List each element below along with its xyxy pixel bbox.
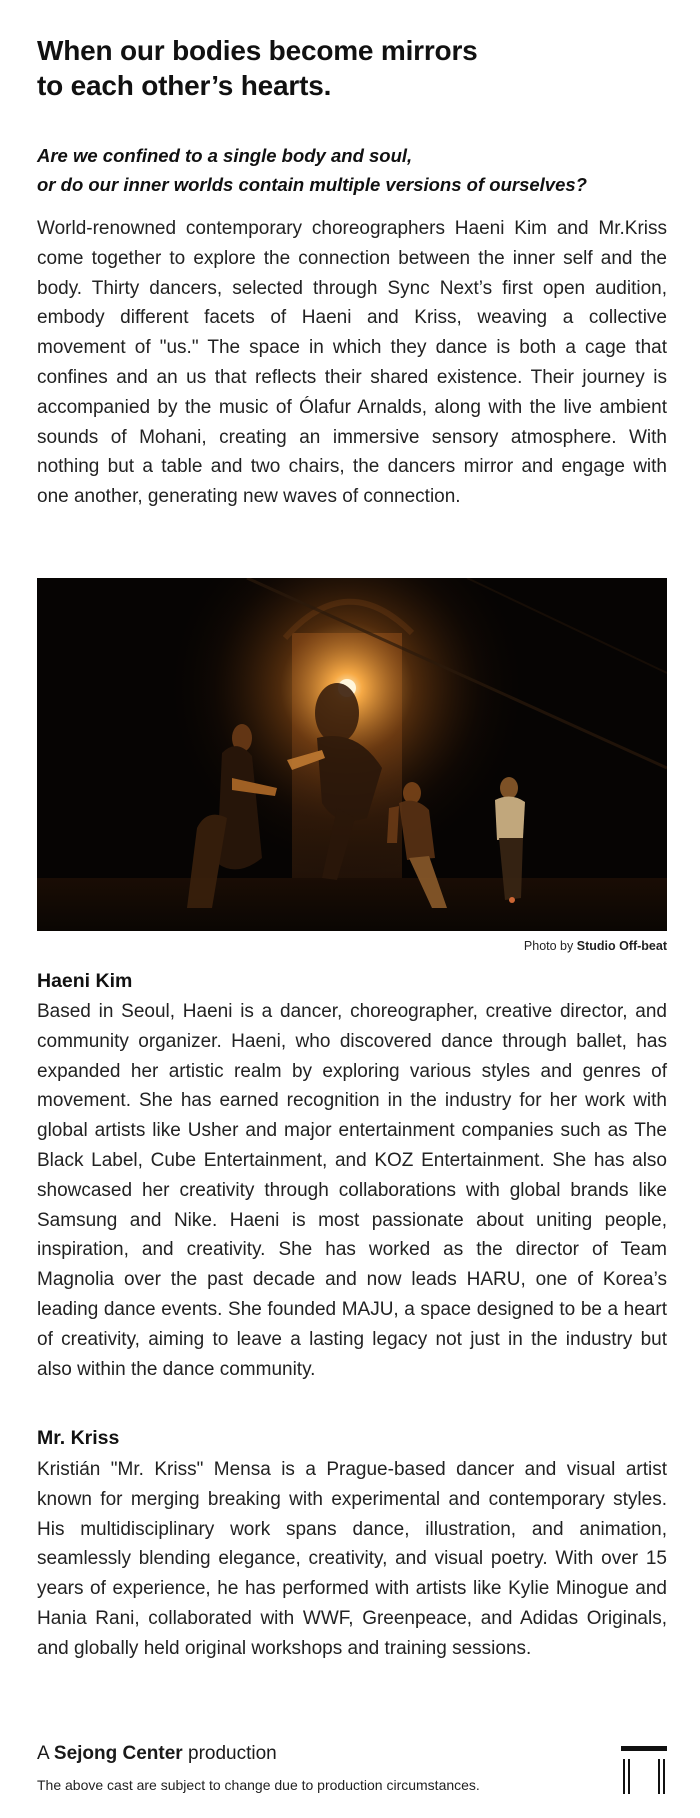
performance-photo [37,578,667,931]
headline-line-1: When our bodies become mirrors [37,35,478,66]
sejong-center-logo-icon [621,1746,667,1794]
cast-change-note: The above cast are subject to change due to production circumstances. [37,1777,480,1793]
dancers-on-stage-image [37,578,667,931]
production-name: Sejong Center [53,1743,183,1764]
photo-credit-prefix: Photo by [523,939,574,953]
bio-name-haeni-kim: Haeni Kim [37,970,133,992]
subhead-question [37,141,667,199]
bio-text-mr-kriss: Kristián "Mr. Kriss" Mensa is a Prague-based dancer and visual artist known for merging breaking with experimental and contemporary styles. His multidisciplinary work spans dance, illustration, and animation, seamlessly blending elegance, creativity, and visual poetry. With over 15 years of experience, he has performed with artists like Kylie Minogue and Hania Rani, collaborated with WWF, Greenpeace, and Adidas Originals, and globally held original workshops and training sessions. [37,1459,667,1659]
photo-credit-name: Studio Off-beat [576,939,667,953]
bio-name-mr-kriss: Mr. Kriss [37,1427,120,1449]
subhead-line-2: or do our inner worlds contain multiple versions of ourselves? [37,174,587,195]
intro-paragraph: World-renowned contemporary choreographers Haeni Kim and Mr.Kriss come together to explore the connection between the inner self and the body. Thirty dancers, selected through Sync Next’s first open audition, embody different facets of Haeni and Kriss, weaving a collective movement of "us." The space in which they dance is both a cage that confines and an us that reflects their shared existence. Their journey is accompanied by the music of Ólafur Arnalds, along with the live ambient sounds of Mohani, creating an immersive sensory atmosphere. With nothing but a table and two chairs, the dancers mirror and engage with one another, generating new waves of connection. [37,218,667,508]
headline-line-2: to each other’s hearts. [37,70,332,101]
production-prefix: A [37,1743,49,1764]
production-suffix: production [188,1743,277,1764]
production-credit [37,1741,277,1767]
subhead-line-1: Are we confined to a single body and soul, [37,145,413,166]
photo-credit [524,938,667,954]
headline [37,33,637,103]
bio-text-haeni-kim: Based in Seoul, Haeni is a dancer, choreographer, creative director, and community organizer. Haeni, who discovered dance through ballet, has expanded her artistic realm by exploring various styles and genres of movement. She has earned recognition in the industry for her work with global artists like Usher and major entertainment companies such as The Black Label, Cube Entertainment, and KOZ Entertainment. She has also showcased her creativity through collaborations with global brands like Samsung and Nike. Haeni is most passionate about uniting people, inspiration, and creativity. She has worked as the director of Team Magnolia over the past decade and now leads HARU, one of Korea’s leading dance events. She founded MAJU, a space designed to be a heart of creativity, aiming to leave a lasting legacy not just in the industry but also within the dance community. [37,1001,667,1380]
